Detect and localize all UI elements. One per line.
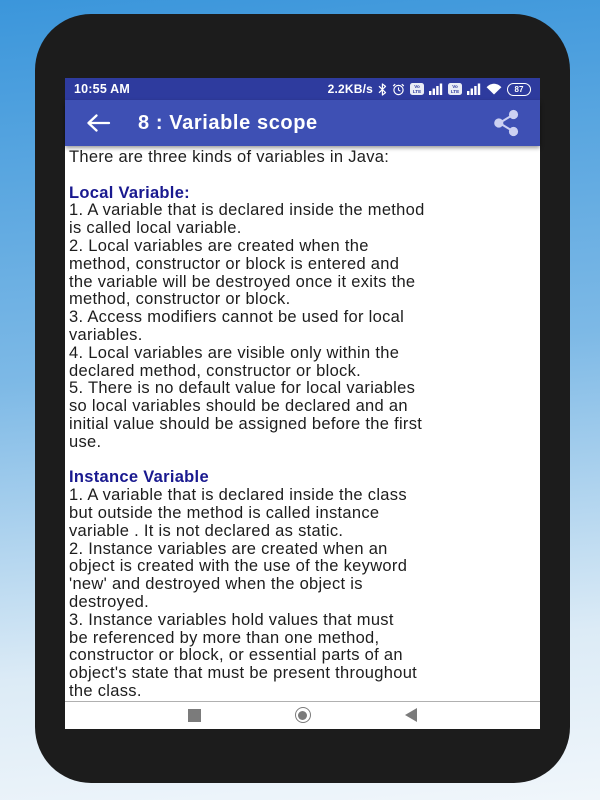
section-heading: Local Variable: [69, 183, 190, 202]
status-time: 10:55 AM [74, 82, 131, 96]
battery-percent: 87 [514, 84, 524, 94]
content-line: object is created with the use of the keyword [69, 557, 408, 576]
status-bar [65, 78, 540, 100]
page-title: 8 : Variable scope [138, 111, 318, 134]
content-line: the variable will be destroyed once it exits the [69, 272, 416, 291]
volte-top-label: Vo [452, 83, 458, 89]
content-line: destroyed. [69, 592, 150, 611]
content-line: variables. [69, 325, 143, 344]
content-line: 1. A variable that is declared inside the class [69, 486, 407, 505]
screen [65, 78, 540, 715]
battery-icon [507, 83, 531, 96]
content-line: 5. There is no default value for local variables [69, 379, 416, 398]
content-line: object's state that must be present throughout [69, 664, 418, 683]
content-line: 2. Instance variables are created when an [69, 539, 388, 558]
tablet-frame [35, 14, 570, 783]
home-button[interactable] [293, 705, 313, 725]
section-heading: Instance Variable [69, 468, 209, 487]
signal-bars-icon-2 [467, 83, 481, 95]
content-line: declared method, constructor or block. [69, 361, 362, 380]
recents-square-icon [188, 709, 201, 722]
volte-icon [410, 83, 424, 95]
network-speed: 2.2KB/s [327, 82, 373, 96]
content-line: variable . It is not declared as static. [69, 521, 344, 540]
content-line: so local variables should be declared and an [69, 397, 408, 416]
content-line: 3. Access modifiers cannot be used for local [69, 308, 405, 327]
back-button[interactable] [401, 705, 421, 725]
content-line: method, constructor or block is entered and [69, 254, 400, 273]
share-icon[interactable] [493, 109, 520, 137]
volte-icon-2 [448, 83, 462, 95]
content-line: use. [69, 432, 102, 451]
content-line: is called local variable. [69, 219, 242, 238]
content-line: method, constructor or block. [69, 290, 291, 309]
wifi-icon [486, 83, 502, 95]
content-line: 3. Instance variables hold values that must [69, 610, 394, 629]
recents-button[interactable] [185, 705, 205, 725]
content-line: 'new' and destroyed when the object is [69, 575, 363, 594]
status-icons [328, 82, 531, 96]
content-line: be referenced by more than one method, [69, 628, 380, 647]
volte-bottom-label: LTE [450, 89, 460, 94]
content-line: 4. Local variables are visible only within the [69, 343, 400, 362]
content-line: initial value should be assigned before the first [69, 414, 423, 433]
alarm-clock-icon [392, 83, 405, 96]
navigation-bar [65, 701, 540, 729]
back-triangle-icon [405, 708, 417, 722]
content-line: 1. A variable that is declared inside the method [69, 201, 425, 220]
content-line: but outside the method is called instance [69, 503, 380, 522]
content-body[interactable] [65, 146, 540, 701]
content-intro: There are three kinds of variables in Java: [69, 148, 390, 166]
signal-bars-icon [429, 83, 443, 95]
volte-top-label: Vo [414, 83, 420, 89]
home-circle-icon [295, 707, 311, 723]
content-line: constructor or block, or essential parts of an [69, 646, 403, 665]
blank-line [69, 452, 537, 470]
content-line: the class. [69, 681, 142, 700]
blank-line [69, 167, 537, 185]
app-bar [65, 100, 540, 146]
volte-bottom-label: LTE [412, 89, 422, 94]
content-line: 2. Local variables are created when the [69, 236, 369, 255]
bluetooth-icon [378, 83, 387, 96]
back-arrow-icon[interactable] [85, 112, 111, 134]
